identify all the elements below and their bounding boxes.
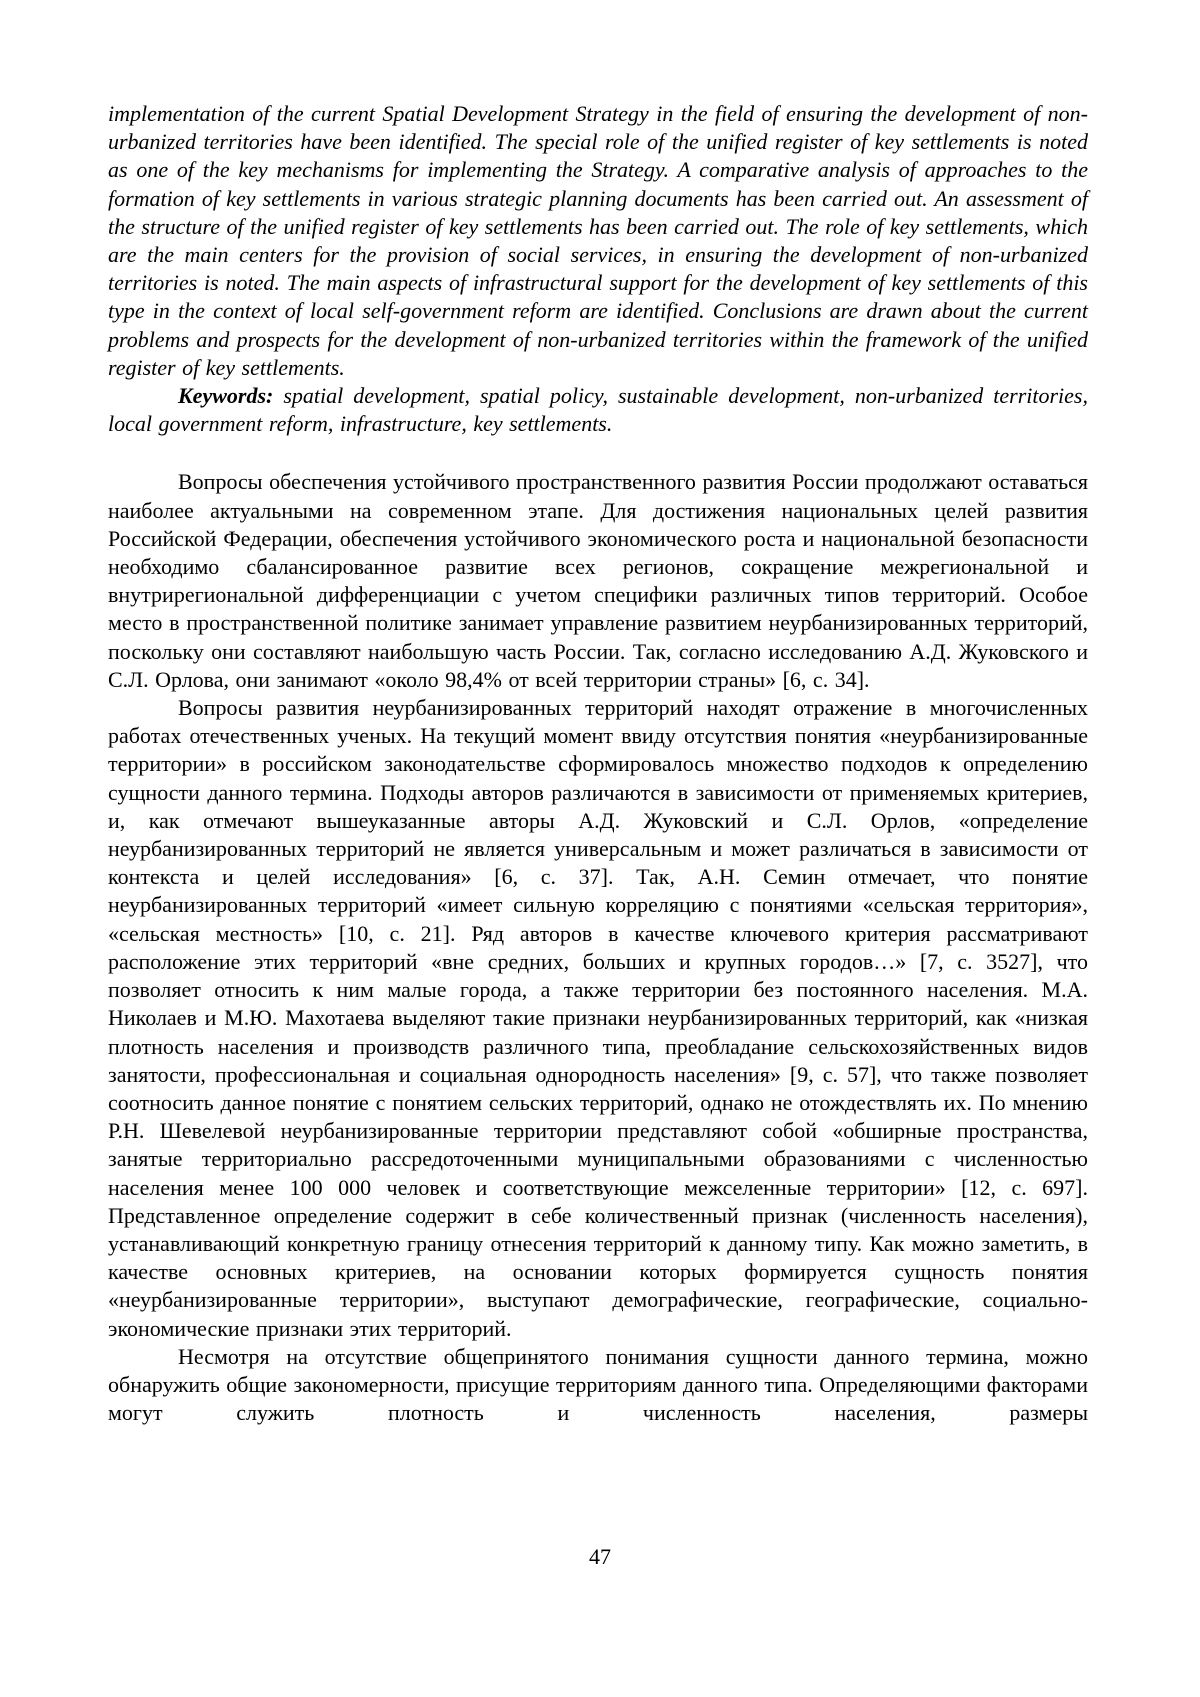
page-number: 47 [589,1544,611,1569]
body-paragraph-1: Вопросы обеспечения устойчивого пространственного развития России продолжают оставаться наиболее актуальными на современном этапе. Для достижения национальных целей развития Российской Федерации, обеспечения устойчивого экономического роста и национальной безопасности необходимо сбалансированное развитие всех регионов, сокращение межрегиональной и внутрирегиональной дифференциации с учетом специфики различных типов территорий. Особое место в пространственной политике занимает управление развитием неурбанизированных территорий, поскольку они составляют наибольшую часть России. Так, согласно исследованию А.Д. Жуковского и С.Л. Орлова, они занимают «около 98,4% от всей территории страны» [6, с. 34]. [108,469,1088,692]
body-paragraph-2: Вопросы развития неурбанизированных территорий находят отражение в многочисленных работах отечественных ученых. На текущий момент ввиду отсутствия понятия «неурбанизированные территории» в российском законодательстве сформировалось множество подходов к определению сущности данного термина. Подходы авторов различаются в зависимости от применяемых критериев, и, как отмечают вышеуказанные авторы А.Д. Жуковский и С.Л. Орлов, «определение неурбанизированных территорий не является универсальным и может различаться в зависимости от контекста и целей исследования» [6, с. 37]. Так, А.Н. Семин отмечает, что понятие неурбанизированных территорий «имеет сильную корреляцию с понятиями «сельская территория», «сельская местность» [10, с. 21]. Ряд авторов в качестве ключевого критерия рассматривают расположение этих территорий «вне средних, больших и крупных городов…» [7, с. 3527], что позволяет относить к ним малые города, а также территории без постоянного населения. М.А. Николаев и М.Ю. Махотаева выделяют такие признаки неурбанизированных территорий, как «низкая плотность населения и производств различного типа, преобладание сельскохозяйственных видов занятости, профессиональная и социальная однородность населения» [9, с. 57], что также позволяет соотносить данное понятие с понятием сельских территорий, однако не отождествлять их. По мнению Р.Н. Шевелевой неурбанизированные территории представляют собой «обширные пространства, занятые территориально рассредоточенными муниципальными образованиями с численностью населения менее 100 000 человек и соответствующие межселенные территории» [12, с. 697]. Представленное определение содержит в себе количественный признак (численность населения), устанавливающий конкретную границу отнесения территорий к данному типу. Как можно заметить, в качестве основных критериев, на основании которых формируется сущность понятия «неурбанизированные территории», выступают демографические, географические, социально-экономические признаки этих территорий. [108,695,1088,1341]
keywords-label: Keywords: [178,383,274,409]
keywords-paragraph [108,382,1088,438]
body-paragraph-3: Несмотря на отсутствие общепринятого понимания сущности данного термина, можно обнаружить общие закономерности, присущие территориям данного типа. Определяющими факторами могут служить плотность и численность населения, размеры [108,1343,1088,1426]
keywords-text: spatial development, spatial policy, sustainable development, non-urbanized territories, local government reform, infrastructure, key settlements. [108,383,1088,437]
abstract-paragraph-en: implementation of the current Spatial Development Strategy in the field of ensuring the development of non-urbanized territories have been identified. The special role of the unified register of key settlements is noted as one of the key mechanisms for implementing the Strategy. A comparative analysis of approaches to the formation of key settlements in various strategic planning documents has been carried out. An assessment of the structure of the unified register of key settlements has been carried out. The role of key settlements, which are the main centers for the provision of social services, in ensuring the development of non-urbanized territories is noted. The main aspects of infrastructural support for the development of key settlements of this type in the context of local self-government reform are identified. Conclusions are drawn about the current problems and prospects for the development of non-urbanized territories within the framework of the unified register of key settlements. [108,101,1088,380]
